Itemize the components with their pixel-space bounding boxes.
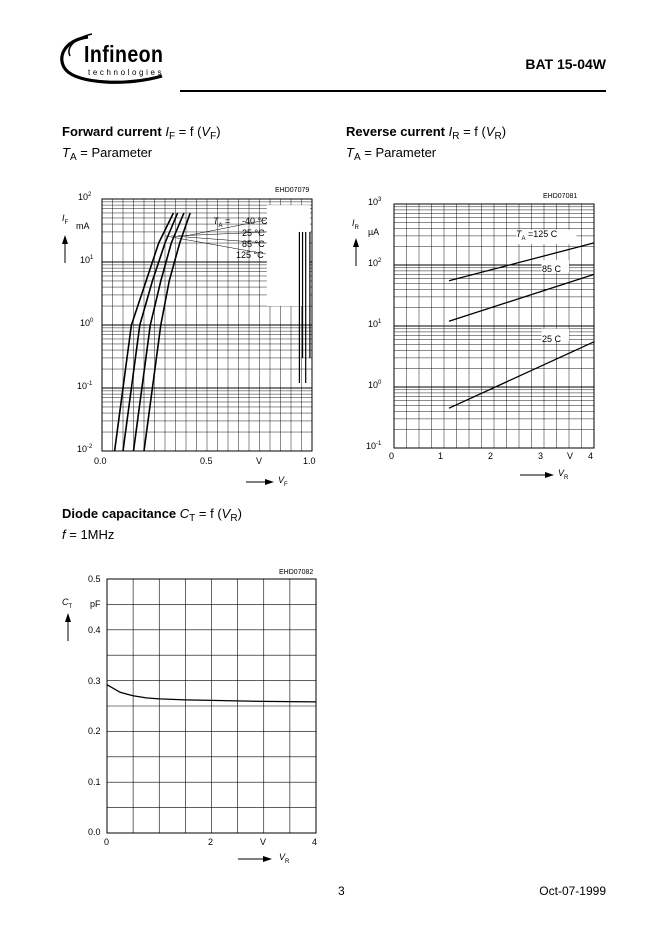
reverse-x-tick: 0 — [389, 451, 395, 461]
reverse-title-eq: = f ( — [459, 124, 486, 139]
cap-title-arg-sub: R — [230, 513, 238, 524]
forward-y-label: $I_F$ — [62, 213, 69, 226]
forward-param-symbol: T — [62, 145, 70, 160]
cap-chart — [107, 579, 316, 833]
reverse-x-label: $V_R$ — [558, 468, 569, 481]
cap-y-tick: 0.2 — [88, 726, 101, 736]
cap-title-close: ) — [237, 506, 242, 521]
forward-chart-code: EHD07079 — [275, 187, 310, 194]
reverse-series-line — [449, 274, 594, 321]
cap-y-tick: 0.4 — [88, 625, 101, 635]
reverse-x-unit: V — [567, 451, 574, 461]
reverse-label-125: $T_A =125$ C — [516, 229, 558, 242]
forward-title-eq: = f ( — [175, 124, 202, 139]
forward-chart-title — [62, 124, 221, 142]
cap-x-unit: V — [260, 837, 267, 847]
forward-x-label: $V_F$ — [278, 475, 288, 488]
cap-x-tick: 2 — [208, 837, 214, 847]
cap-param-rest: = 1MHz — [65, 527, 115, 542]
reverse-x-tick: 3 — [538, 451, 544, 461]
logo-tagline: technologies — [88, 68, 165, 77]
page-number: 3 — [338, 884, 345, 898]
forward-x-tick: 0.0 — [94, 456, 107, 466]
cap-x-tick: 0 — [104, 837, 110, 847]
reverse-y-tick: $10^1$ — [368, 319, 382, 329]
part-number: BAT 15-04W — [525, 56, 606, 72]
cap-y-tick: 0.5 — [88, 574, 101, 584]
reverse-chart-code: EHD07081 — [543, 193, 578, 200]
reverse-y-arrow-icon — [352, 238, 360, 268]
reverse-series-line — [449, 243, 594, 281]
forward-param-rest: = Parameter — [76, 145, 153, 160]
header-rule — [180, 90, 606, 92]
forward-chart-param — [62, 145, 152, 163]
forward-x-unit: V — [256, 456, 263, 466]
forward-title-sub: F — [168, 131, 176, 142]
forward-series-line — [144, 213, 190, 451]
forward-legend-temp: 125 °C — [236, 250, 264, 260]
forward-series-line — [134, 213, 184, 451]
reverse-title-close: ) — [501, 124, 507, 139]
forward-legend-title: $T_A$ = — [213, 216, 231, 229]
forward-title-symbol: I — [165, 124, 169, 139]
cap-x-tick: 4 — [312, 837, 318, 847]
reverse-y-label: $I_R$ — [352, 218, 359, 231]
forward-y-unit: mA — [76, 221, 90, 231]
reverse-label-85: 85 C — [542, 264, 562, 274]
reverse-param-sub: A — [353, 152, 361, 163]
logo — [58, 34, 168, 88]
reverse-label-25: 25 C — [542, 334, 562, 344]
forward-x-arrow-icon — [246, 478, 276, 486]
forward-title-text: Forward current — [62, 124, 162, 139]
cap-y-label: $C_T$ — [62, 597, 73, 610]
forward-legend-temp: 85 °C — [242, 239, 265, 249]
reverse-x-tick: 2 — [488, 451, 494, 461]
cap-title-symbol: C — [179, 506, 190, 521]
cap-chart-param — [62, 527, 114, 542]
forward-y-tick: $10^2$ — [78, 192, 92, 202]
logo-name: Infineon — [84, 41, 164, 67]
cap-y-tick: 0.1 — [88, 777, 101, 787]
forward-y-tick: $10^{-1}$ — [77, 381, 93, 391]
cap-title-eq: = f ( — [195, 506, 222, 521]
forward-title-arg: V — [201, 124, 211, 139]
forward-y-tick: $10^1$ — [80, 255, 94, 265]
reverse-param-rest: = Parameter — [360, 145, 437, 160]
forward-legend-temp: 25 °C — [242, 228, 265, 238]
forward-title-arg-sub: F — [210, 131, 217, 142]
cap-x-arrow-icon — [238, 855, 274, 863]
forward-chart — [102, 199, 312, 451]
cap-title-arg: V — [221, 506, 231, 521]
cap-title-text: Diode capacitance — [62, 506, 177, 521]
reverse-y-tick: $10^0$ — [368, 380, 382, 390]
reverse-x-tick: 4 — [588, 451, 594, 461]
cap-title-sub: T — [189, 513, 196, 524]
forward-param-sub: A — [69, 152, 77, 163]
cap-chart-code: EHD07082 — [279, 569, 314, 576]
cap-y-tick: 0.3 — [88, 676, 101, 686]
forward-y-arrow-icon — [61, 235, 69, 265]
forward-y-tick: $10^{-2}$ — [77, 444, 93, 454]
forward-title-close: ) — [216, 124, 221, 139]
reverse-x-tick: 1 — [438, 451, 444, 461]
reverse-x-arrow-icon — [520, 471, 556, 479]
forward-legend-backdrop — [267, 205, 310, 306]
reverse-title-arg-sub: R — [494, 131, 502, 142]
reverse-title-symbol: I — [448, 124, 453, 139]
reverse-title-arg: V — [485, 124, 495, 139]
reverse-series-line — [449, 342, 594, 408]
reverse-y-tick: $10^2$ — [368, 258, 382, 268]
cap-y-unit: pF — [90, 599, 101, 609]
cap-y-arrow-icon — [64, 613, 72, 643]
reverse-chart-param — [346, 145, 436, 163]
reverse-y-tick: $10^3$ — [368, 197, 382, 207]
forward-x-tick: 0.5 — [200, 456, 213, 466]
reverse-title-sub: R — [452, 131, 460, 142]
reverse-chart — [394, 204, 594, 448]
reverse-y-tick: $10^{-1}$ — [366, 441, 382, 451]
cap-chart-title — [62, 506, 242, 524]
cap-y-tick: 0.0 — [88, 827, 101, 837]
reverse-y-unit: µA — [368, 227, 380, 237]
forward-y-tick: $10^0$ — [80, 318, 94, 328]
forward-legend-temp: -40 °C — [242, 216, 268, 226]
reverse-chart-title — [346, 124, 506, 142]
reverse-title-text: Reverse current — [346, 124, 445, 139]
forward-x-tick: 1.0 — [303, 456, 316, 466]
cap-param-symbol: f — [62, 527, 66, 542]
cap-x-label: $V_R$ — [279, 852, 290, 865]
reverse-param-symbol: T — [346, 145, 354, 160]
footer-date: Oct-07-1999 — [539, 884, 606, 898]
